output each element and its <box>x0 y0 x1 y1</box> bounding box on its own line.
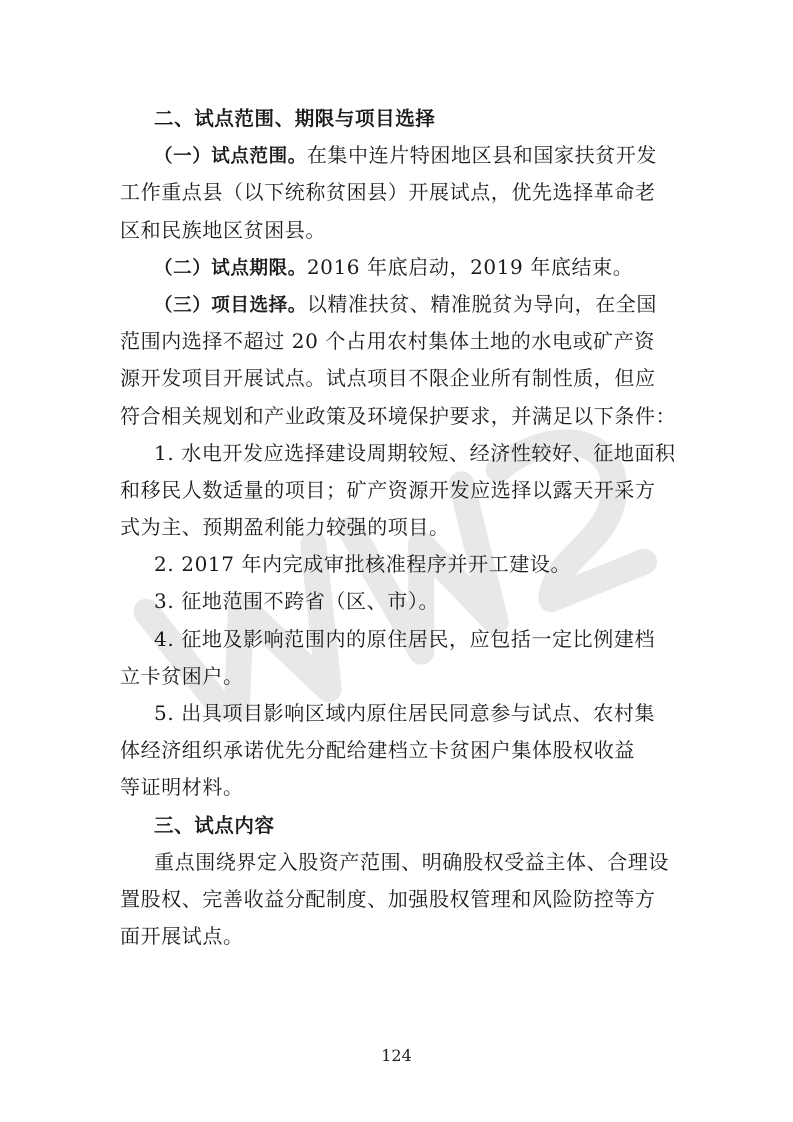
document-body <box>120 100 675 955</box>
paragraph-line: 等证明材料。 <box>120 775 244 800</box>
paragraph-lead: （三）项目选择。 <box>154 294 307 316</box>
paragraph-line: 区和民族地区贫困县。 <box>120 217 326 242</box>
paragraph-line: 置股权、完善收益分配制度、加强股权管理和风险防控等方 <box>120 886 656 911</box>
paragraph-line: 面开展试点。 <box>120 924 244 949</box>
paragraph-lead: （一）试点范围。 <box>154 146 307 168</box>
paragraph-line: 体经济组织承诺优先分配给建档立卡贫困户集体股权收益 <box>120 738 635 763</box>
paragraph-line: 重点围绕界定入股资产范围、明确股权受益主体、合理设 <box>154 849 669 874</box>
paragraph-line <box>120 137 675 174</box>
paragraph-text: 以精准扶贫、精准脱贫为导向，在全国 <box>306 291 658 316</box>
paragraph-line: 2. 2017 年内完成审批核准程序并开工建设。 <box>154 552 572 577</box>
paragraph-line: 立卡贫困户。 <box>120 663 244 688</box>
paragraph-text: 在集中连片特困地区县和国家扶贫开发 <box>306 143 658 168</box>
page-number: 124 <box>381 1046 412 1065</box>
paragraph-line: 3. 征地范围不跨省（区、市）。 <box>154 589 440 614</box>
paragraph-text: 2016 年底启动，2019 年底结束。 <box>306 254 634 279</box>
paragraph-line <box>120 286 675 323</box>
paragraph-line: 源开发项目开展试点。试点项目不限企业所有制性质，但应 <box>120 366 656 391</box>
paragraph-line: 工作重点县（以下统称贫困县）开展试点，优先选择革命老 <box>120 180 656 205</box>
paragraph-line: 范围内选择不超过 20 个占用农村集体土地的水电或矿产资 <box>120 329 655 354</box>
paragraph-line <box>120 249 675 286</box>
paragraph-line: 和移民人数适量的项目；矿产资源开发应选择以露天开采方 <box>120 477 656 502</box>
paragraph-lead: （二）试点期限。 <box>154 257 307 279</box>
paragraph-line: 符合相关规划和产业政策及环境保护要求，并满足以下条件： <box>120 403 677 428</box>
section-heading: 三、试点内容 <box>154 813 275 837</box>
paragraph-line: 4. 征地及影响范围内的原住居民，应包括一定比例建档 <box>154 626 656 651</box>
paragraph-line: 5. 出具项目影响区域内原住居民同意参与试点、农村集 <box>154 701 656 725</box>
paragraph-line: 式为主、预期盈利能力较强的项目。 <box>120 515 450 540</box>
paragraph-line: 1. 水电开发应选择建设周期较短、经济性较好、征地面积 <box>154 440 676 465</box>
section-heading: 二、试点范围、期限与项目选择 <box>154 107 436 130</box>
